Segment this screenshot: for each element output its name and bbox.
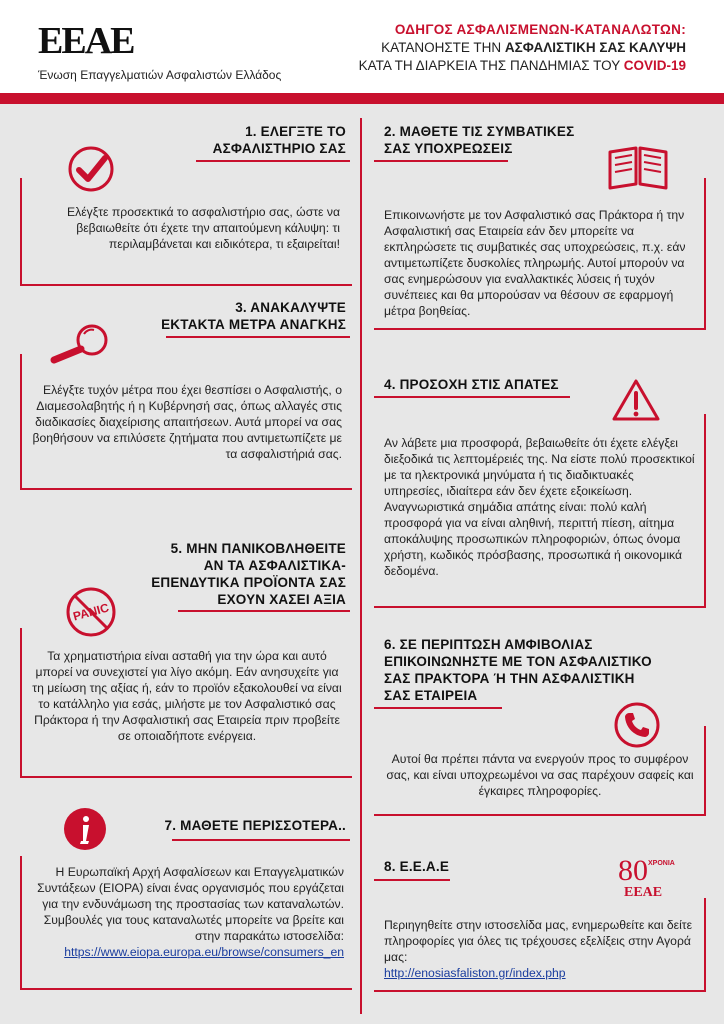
page-header [0, 0, 724, 92]
book-icon [606, 144, 670, 190]
section-5-body: Τα χρηματιστήρια είναι ασταθή για την ώρα και αυτό μπορεί να συνεχιστεί για λίγο ακόμη. Εάν ανησυχείτε για τη μείωση της αξίας ή, εάν το προϊόν εξακολουθεί να είναι το κατάλληλο για εσάς, μιλήστε με τον Ασφαλιστικό σας Πράκτορα ή την Ασφαλιστική σας Εταιρεία πριν προβείτε σε οποιαδήποτε ενέργεια. [32, 649, 342, 743]
section-3-title: 3. ΑΝΑΚΑΛΥΨΤΕ ΕΚΤΑΚΤΑ ΜΕΤΡΑ ΑΝΑΓΚΗΣ [161, 300, 346, 332]
section-8-title: 8. Ε.Ε.Α.Ε [384, 859, 450, 874]
center-divider [360, 118, 362, 1014]
panic-label: PANIC [71, 600, 111, 624]
header-divider [0, 93, 724, 104]
title-line-2: ΚΑΤΑΝΟΗΣΤΕ ΤΗΝ ΑΣΦΑΛΙΣΤΙΚΗ ΣΑΣ ΚΑΛΥΨΗ [381, 40, 686, 55]
title-line-1: ΟΔΗΓΟΣ ΑΣΦΑΛΙΣΜΕΝΩΝ-ΚΑΤΑΝΑΛΩΤΩΝ: [394, 22, 686, 37]
section-8-underline [374, 879, 450, 881]
section-1-title: 1. ΕΛΕΓΞΤΕ ΤΟ ΑΣΦΑΛΙΣΤΗΡΙΟ ΣΑΣ [212, 124, 346, 156]
eiopa-link[interactable]: https://www.eiopa.europa.eu/browse/consumers_en [64, 945, 344, 959]
section-7-underline [172, 839, 350, 841]
section-4-title: 4. ΠΡΟΣΟΧΗ ΣΤΙΣ ΑΠΑΤΕΣ [384, 377, 559, 392]
info-icon [62, 806, 108, 852]
badge-number: 80 [618, 854, 648, 887]
section-6-title: 6. ΣΕ ΠΕΡΙΠΤΩΣΗ ΑΜΦΙΒΟΛΙΑΣ ΕΠΙΚΟΙΝΩΝΗΣΤΕ ΜΕ ΤΟΝ ΑΣΦΑΛΙΣΤΙΚΟ ΣΑΣ ΠΡΑΚΤΟΡΑ Ή ΤΗΝ ΑΣΦΑΛΙΣΤΙΚΗ ΣΑΣ ΕΤΑΙΡΕΙΑ [384, 637, 652, 703]
section-3-underline [166, 336, 350, 338]
eeae-website-link[interactable]: http://enosiasfaliston.gr/index.php [384, 966, 566, 980]
warning-icon [610, 377, 662, 423]
checkmark-icon [66, 144, 116, 194]
section-4-underline [374, 396, 570, 398]
section-8-body: Περιηγηθείτε στην ιστοσελίδα μας, ενημερωθείτε και δείτε πληροφορίες για όλες τις τρέχουσες εξελίξεις στην Αγορά μας: http://enosiasfaliston.gr/index.php [384, 918, 693, 980]
section-2-body: Επικοινωνήστε με τον Ασφαλιστικό σας Πράκτορα ή την Ασφαλιστική σας Εταιρεία εάν δεν μπορείτε να εκπληρώσετε τις συμβατικές σας υποχρεώσεις, π.χ. εάν αντιμετωπίζετε δυσκολίες πληρωμής. Αυτοί μπορούν να σας ενημερώσουν για εναλλακτικές λύσεις ή τυχόν συνέπειες και θα μπορούσαν να θέσουν σε εφαρμογή μέτρα βοηθείας. [384, 208, 686, 318]
section-2-title: 2. ΜΑΘΕΤΕ ΤΙΣ ΣΥΜΒΑΤΙΚΕΣ ΣΑΣ ΥΠΟΧΡΕΩΣΕΙΣ [384, 124, 575, 156]
section-7-title: 7. ΜΑΘΕΤΕ ΠΕΡΙΣΣΟΤΕΡΑ.. [164, 818, 346, 833]
phone-icon [612, 700, 662, 750]
brand-logo [38, 22, 133, 60]
section-1-underline [196, 160, 350, 162]
page-title [326, 22, 686, 73]
panic-icon [64, 585, 118, 639]
section-7-body: Η Ευρωπαϊκή Αρχή Ασφαλίσεων και Επαγγελματικών Συντάξεων (EIOPA) είναι ένας οργανισμός που εργάζεται για την ενδυνάμωση της προστασίας των καταναλωτών. Συμβουλές για τους καταναλωτές μπορείτε να βρείτε και στην παρακάτω ιστοσελίδα: https://www.eiopa.europa.eu/browse/consumers_en [37, 865, 344, 959]
magnifier-icon [46, 322, 112, 366]
section-1-body: Ελέγξτε προσεκτικά το ασφαλιστήριο σας, ώστε να βεβαιωθείτε ότι έχετε την απαιτούμενη κάλυψη: τι περιλαμβάνεται και ειδικότερα, τι εξαιρείται! [67, 205, 340, 251]
title-line-3: ΚΑΤΑ ΤΗ ΔΙΑΡΚΕΙΑ ΤΗΣ ΠΑΝΔΗΜΙΑΣ ΤΟΥ COVID-19 [358, 58, 686, 73]
section-5-title: 5. ΜΗΝ ΠΑΝΙΚΟΒΛΗΘΕΙΤΕ ΑΝ ΤΑ ΑΣΦΑΛΙΣΤΙΚΑ- ΕΠΕΝΔΥΤΙΚΑ ΠΡΟΪΟΝΤΑ ΣΑΣ ΕΧΟΥΝ ΧΑΣΕΙ ΑΞΙΑ [151, 541, 346, 607]
section-3-body: Ελέγξτε τυχόν μέτρα που έχει θεσπίσει ο Ασφαλιστής, ο Διαμεσολαβητής ή η Κυβέρνησή σας, όπως αλλαγές στις διαδικασίες διαχείρισης απαιτήσεων. Αυτά μπορεί να σας βοηθήσουν να επιλύσετε ζητήματα που αντιμετωπίζετε με τα ασφαλιστήριά σας. [32, 383, 342, 461]
brand-subtitle: Ένωση Επαγγελματιών Ασφαλιστών Ελλάδος [38, 68, 282, 82]
section-4-body: Αν λάβετε μια προσφορά, βεβαιωθείτε ότι έχετε ελέγξει διεξοδικά τις λεπτομέρειές της. Να είστε πολύ προσεκτικοί με τα ηλεκτρονικά μηνύματα ή τις διαδικτυακές υπηρεσίες, ιδιαίτερα εάν δεν έχετε εξοικείωση. Αναγνωριστικά σημάδια απάτης είναι: πολύ καλή προσφορά για να είναι αληθινή, περιττή πίεση, αίτημα αποκάλυψης προσωπικών πληροφοριών, όπως όνομα χρήστη, κωδικός πρόσβασης, προσωπικά ή οικονομικά δεδομένα. [384, 436, 695, 578]
badge-logo: ΕΕΑΕ [624, 885, 663, 900]
section-5-underline [178, 610, 350, 612]
badge-label: ΧΡΟΝΙΑ [648, 860, 675, 867]
brand-logo-text: ΕΕΑΕ [38, 20, 134, 62]
section-6-body: Αυτοί θα πρέπει πάντα να ενεργούν προς το συμφέρον σας, και είναι υποχρεωμένοι να σας παρέχουν σαφείς και έγκαιρες πληροφορίες. [386, 752, 694, 798]
section-2-underline [374, 160, 508, 162]
section-6-underline [374, 707, 502, 709]
anniversary-badge [618, 856, 678, 902]
